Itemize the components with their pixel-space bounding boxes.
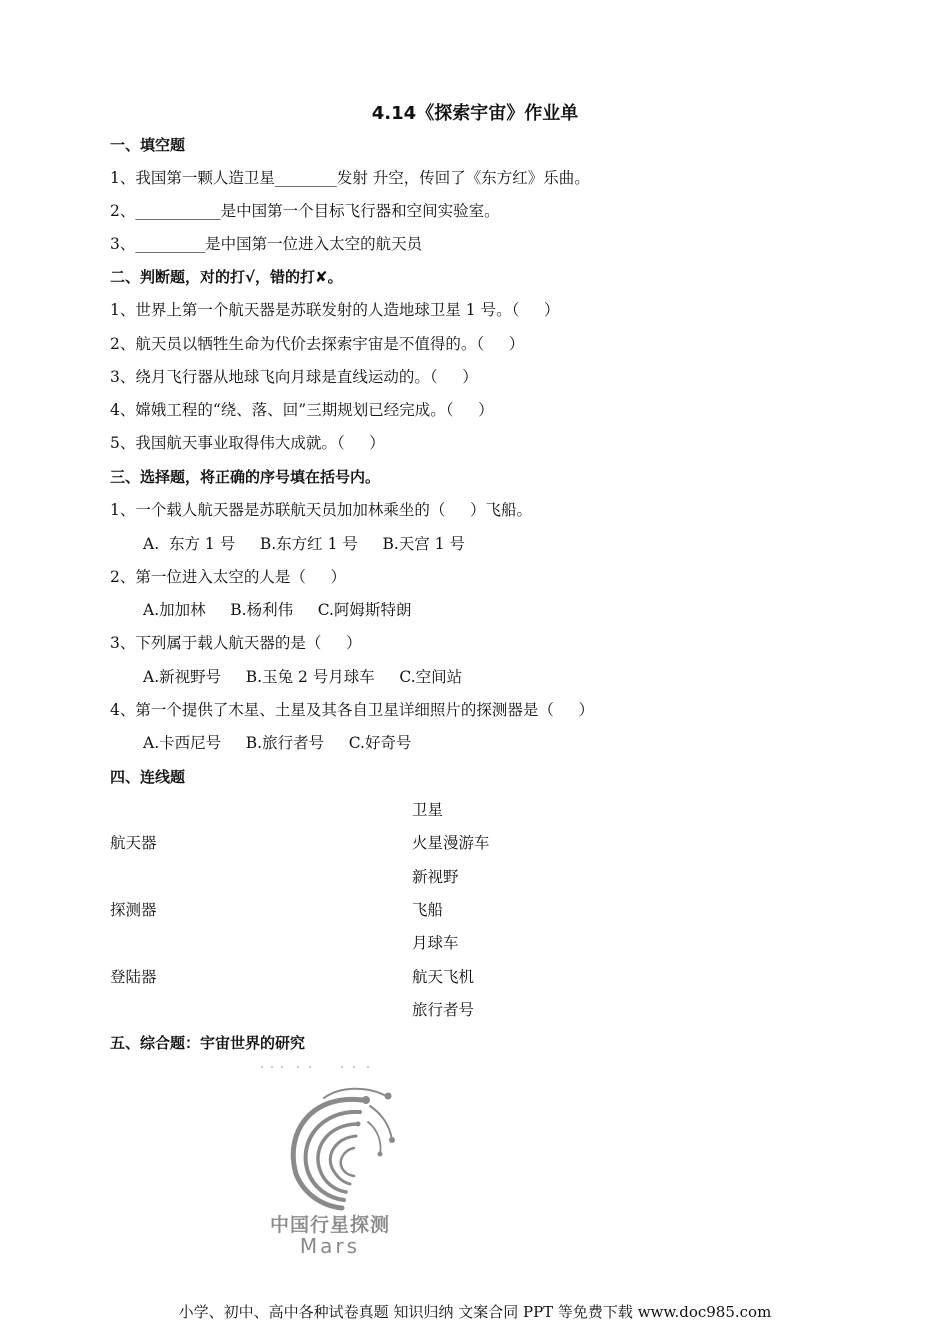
matching-right-item: 飞船: [412, 901, 444, 919]
question-text: 2、航天员以牺牲生命为代价去探索宇宙是不值得的。（ ）: [110, 335, 525, 353]
matching-left-item: 航天器: [110, 834, 157, 852]
question-text: 5、我国航天事业取得伟大成就。（ ）: [110, 434, 385, 452]
question-text: 3、_________是中国第一位进入太空的航天员: [110, 235, 423, 253]
matching-right-item: 月球车: [412, 934, 459, 952]
matching-left-item: 探测器: [110, 901, 157, 919]
section-heading-true-false: 二、判断题，对的打√，错的打✘。: [110, 268, 343, 286]
question-text: 1、我国第一颗人造卫星________发射 升空，传回了《东方红》乐曲。: [110, 169, 590, 187]
section-heading-comprehensive: 五、综合题：宇宙世界的研究: [110, 1034, 306, 1052]
page-title: 4.14《探索宇宙》作业单: [371, 103, 579, 124]
question-text: 2、___________是中国第一个目标飞行器和空间实验室。: [110, 202, 500, 220]
question-text: 2、第一位进入太空的人是（ ）: [110, 568, 346, 586]
logo-english-text: Mars: [299, 1234, 361, 1258]
answer-options: A.新视野号 B.玉兔 2 号月球车 C.空间站: [143, 668, 463, 686]
matching-right-item: 旅行者号: [412, 1001, 475, 1019]
page-footer: 小学、初中、高中各种试卷真题 知识归纳 文案合同 PPT 等免费下载 www.doc985.com: [178, 1303, 772, 1321]
question-text: 3、绕月飞行器从地球飞向月球是直线运动的。（ ）: [110, 368, 478, 386]
section-heading-fill-blank: 一、填空题: [110, 136, 186, 154]
question-text: 3、下列属于载人航天器的是（ ）: [110, 634, 362, 652]
matching-right-item: 新视野: [412, 868, 459, 886]
matching-right-item: 航天飞机: [412, 968, 475, 986]
answer-options: A. 东方 1 号 B.东方红 1 号 B.天宫 1 号: [143, 535, 466, 553]
logo-chinese-text: 中国行星探测: [269, 1214, 390, 1236]
matching-right-item: 卫星: [412, 801, 444, 819]
question-text: 1、一个载人航天器是苏联航天员加加林乘坐的（ ）飞船。: [110, 501, 532, 519]
answer-options: A.加加林 B.杨利伟 C.阿姆斯特朗: [143, 601, 412, 619]
question-text: 4、第一个提供了木星、土星及其各自卫星详细照片的探测器是（ ）: [110, 701, 594, 719]
section-heading-multiple-choice: 三、选择题，将正确的序号填在括号内。: [110, 468, 381, 486]
matching-left-item: 登陆器: [110, 968, 157, 986]
section-heading-matching: 四、连线题: [110, 768, 186, 786]
mars-exploration-logo: [250, 1062, 430, 1262]
answer-options: A.卡西尼号 B.旅行者号 C.好奇号: [143, 734, 412, 752]
question-text: 4、嫦娥工程的“绕、落、回”三期规划已经完成。（ ）: [110, 401, 494, 419]
matching-right-item: 火星漫游车: [412, 834, 490, 852]
question-text: 1、世界上第一个航天器是苏联发射的人造地球卫星 1 号。（ ）: [110, 301, 560, 319]
